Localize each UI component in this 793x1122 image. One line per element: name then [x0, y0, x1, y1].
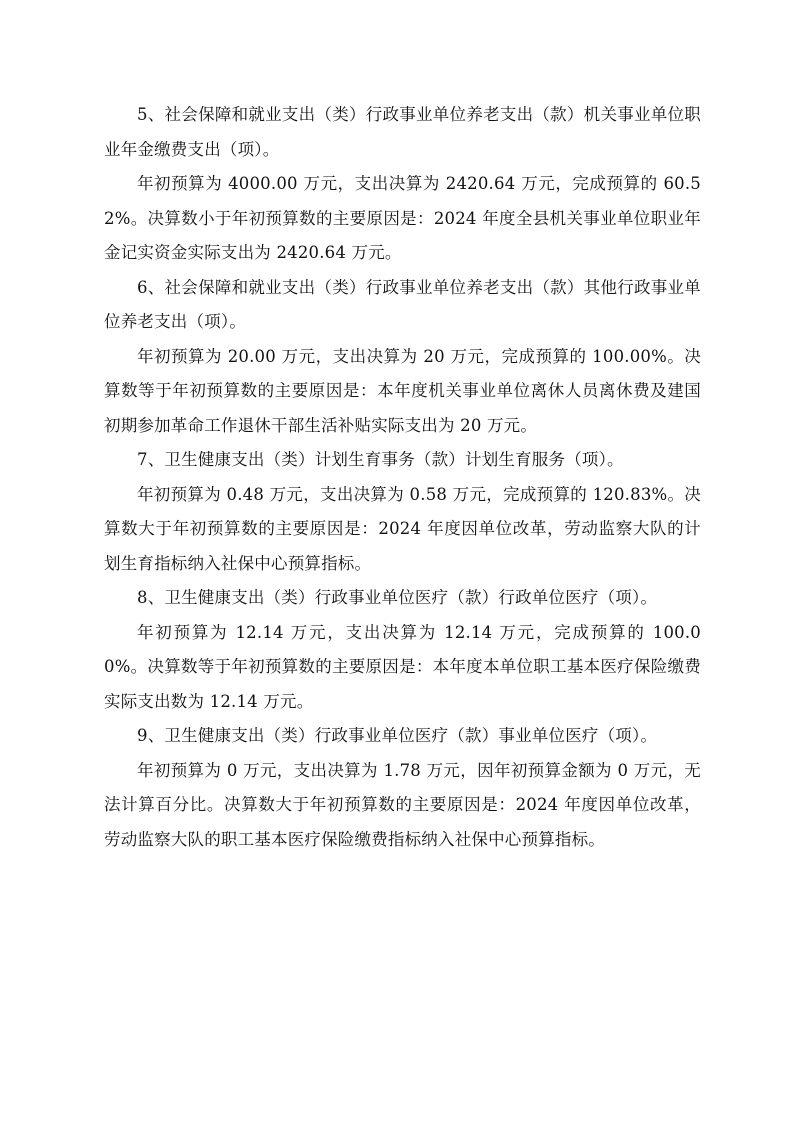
- item-9-body: 年初预算为 0 万元，支出决算为 1.78 万元，因年初预算金额为 0 万元，无法计算百分比。决算数大于年初预算数的主要原因是：2024 年度因单位改革，劳动监察大队的职工基本医疗保险缴费指标纳入社保中心预算指标。: [104, 760, 701, 849]
- item-5-heading: 5、社会保障和就业支出（类）行政事业单位养老支出（款）机关事业单位职业年金缴费支出（项）。: [104, 105, 701, 159]
- item-7-body: 年初预算为 0.48 万元，支出决算为 0.58 万元，完成预算的 120.83%。决算数大于年初预算数的主要原因是：2024 年度因单位改革，劳动监察大队的计划生育指标纳入社保中心预算指标。: [104, 484, 701, 573]
- item-6-body: 年初预算为 20.00 万元，支出决算为 20 万元，完成预算的 100.00%。决算数等于年初预算数的主要原因是：本年度机关事业单位离休人员离休费及建国初期参加革命工作退休干部生活补贴实际支出为 20 万元。: [104, 346, 701, 435]
- item-8-body: 年初预算为 12.14 万元，支出决算为 12.14 万元，完成预算的 100.00%。决算数等于年初预算数的主要原因是：本年度本单位职工基本医疗保险缴费实际支出数为 12.14 万元。: [104, 622, 701, 711]
- item-9-heading: 9、卫生健康支出（类）行政事业单位医疗（款）事业单位医疗（项）。: [137, 726, 658, 745]
- item-6-heading: 6、社会保障和就业支出（类）行政事业单位养老支出（款）其他行政事业单位养老支出（项）。: [104, 277, 701, 331]
- item-5-body: 年初预算为 4000.00 万元，支出决算为 2420.64 万元，完成预算的 60.52%。决算数小于年初预算数的主要原因是：2024 年度全县机关事业单位职业年金记实资金实际支出为 2420.64 万元。: [104, 174, 701, 262]
- item-8-heading: 8、卫生健康支出（类）行政事业单位医疗（款）行政单位医疗（项）。: [137, 588, 658, 607]
- item-7-heading: 7、卫生健康支出（类）计划生育事务（款）计划生育服务（项）。: [137, 450, 624, 469]
